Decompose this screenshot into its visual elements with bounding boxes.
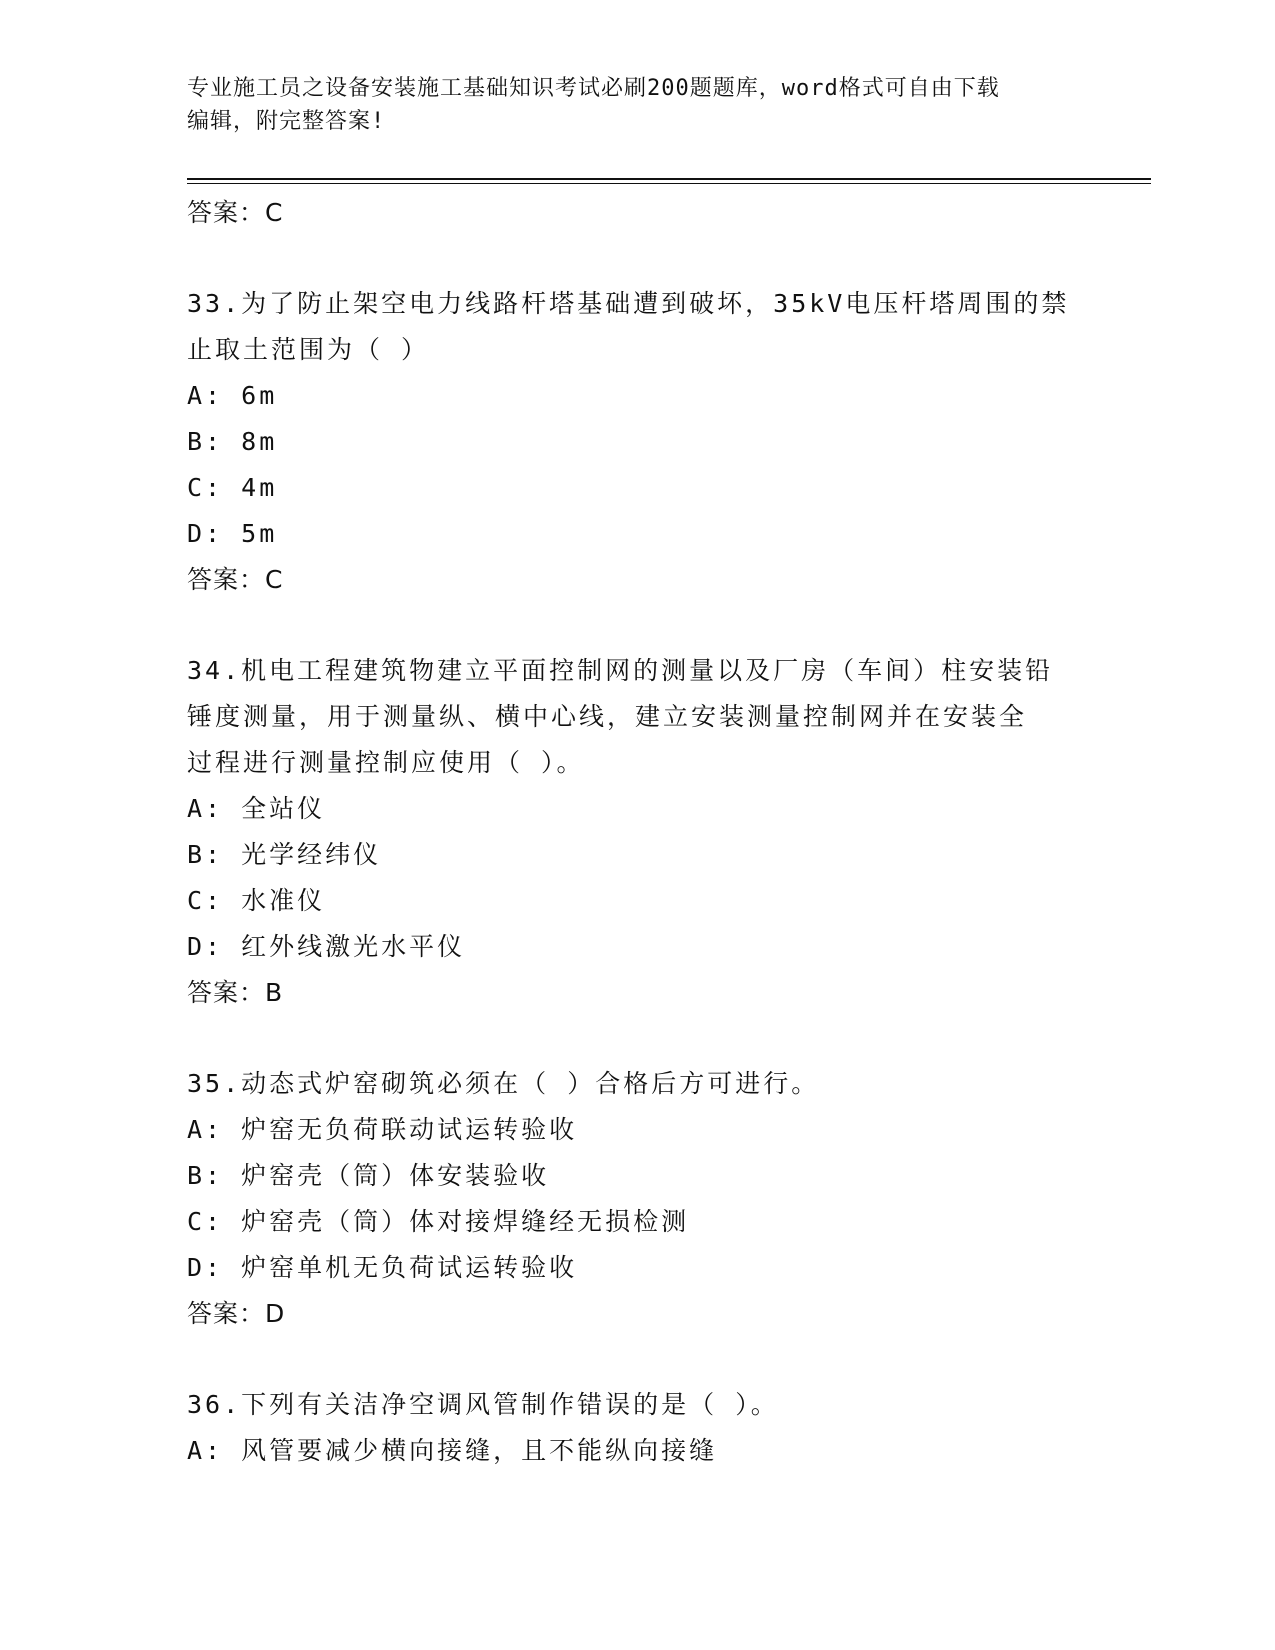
option-b: B: 炉窑壳（筒）体安装验收 <box>187 1161 550 1190</box>
question-block <box>187 281 1117 603</box>
header-divider-thin <box>187 183 1151 184</box>
question-content <box>187 190 1117 1474</box>
option-a: A: 炉窑无负荷联动试运转验收 <box>187 1115 578 1144</box>
question-text: 34.机电工程建筑物建立平面控制网的测量以及厂房（车间）柱安装铅 <box>187 656 1054 685</box>
header-line-2: 编辑，附完整答案! <box>187 109 386 134</box>
question-text: 过程进行测量控制应使用（ ）。 <box>187 748 585 777</box>
option-c: C: 水准仪 <box>187 886 326 915</box>
question-text: 36.下列有关洁净空调风管制作错误的是（ ）。 <box>187 1390 779 1419</box>
question-text: 锤度测量，用于测量纵、横中心线，建立安装测量控制网并在安装全 <box>187 702 1028 731</box>
header-divider-thick <box>187 178 1151 180</box>
answer-label: 答案：D <box>187 1299 286 1328</box>
document-header <box>187 72 1087 138</box>
question-block <box>187 1061 1117 1337</box>
answer-label: 答案：C <box>187 198 284 227</box>
option-b: B: 8m <box>187 427 278 456</box>
option-d: D: 红外线激光水平仪 <box>187 932 466 961</box>
answer-label: 答案：B <box>187 978 284 1007</box>
question-block <box>187 648 1117 1016</box>
question-block <box>187 1382 1117 1474</box>
header-line-1: 专业施工员之设备安装施工基础知识考试必刷200题题库，word格式可自由下载 <box>187 76 1000 101</box>
option-b: B: 光学经纬仪 <box>187 840 382 869</box>
option-a: A: 风管要减少横向接缝，且不能纵向接缝 <box>187 1436 718 1465</box>
option-c: C: 4m <box>187 473 278 502</box>
option-a: A: 全站仪 <box>187 794 326 823</box>
option-c: C: 炉窑壳（筒）体对接焊缝经无损检测 <box>187 1207 690 1236</box>
question-text: 33.为了防止架空电力线路杆塔基础遭到破坏，35kV电压杆塔周围的禁 <box>187 289 1070 318</box>
answer-label: 答案：C <box>187 565 284 594</box>
option-d: D: 炉窑单机无负荷试运转验收 <box>187 1253 578 1282</box>
option-a: A: 6m <box>187 381 278 410</box>
question-text: 35.动态式炉窑砌筑必须在（ ）合格后方可进行。 <box>187 1069 820 1098</box>
option-d: D: 5m <box>187 519 278 548</box>
question-text: 止取土范围为（ ） <box>187 335 430 364</box>
